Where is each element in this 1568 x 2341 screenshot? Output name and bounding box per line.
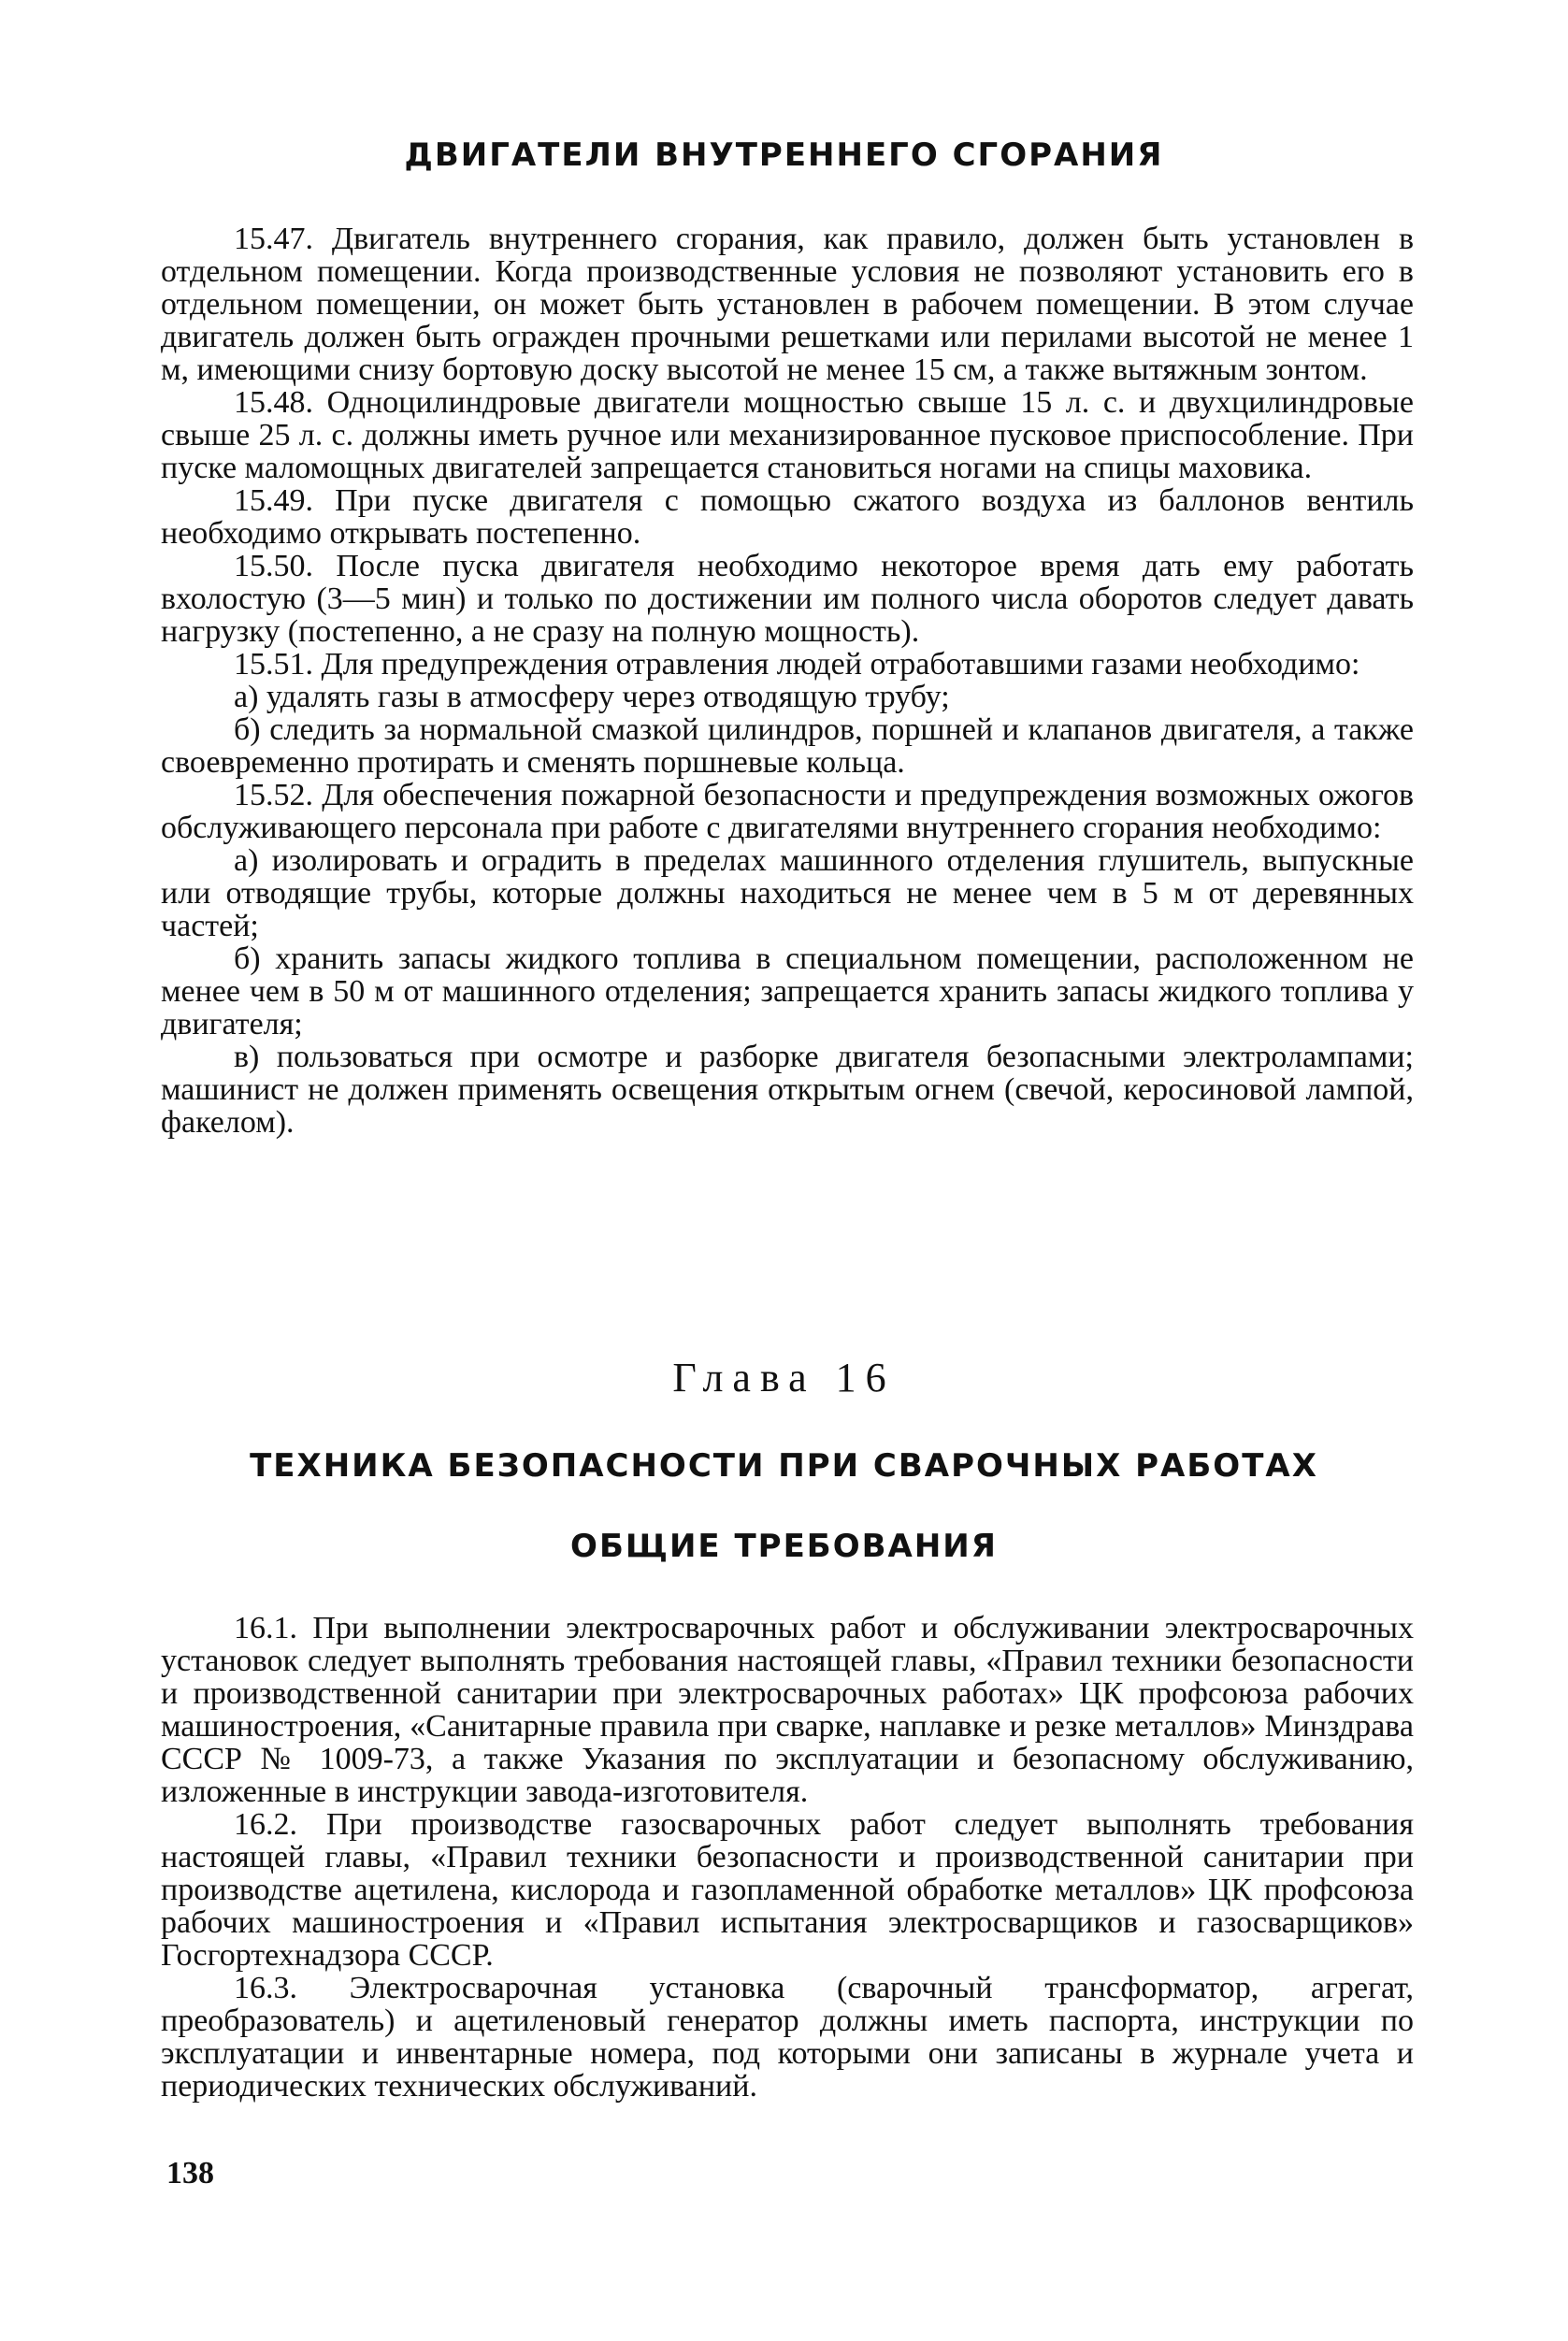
page-number: 138 [166, 2156, 214, 2190]
paragraph: 15.49. При пуске двигателя с помощью сжатого воздуха из баллонов вентиль необходимо открывать постепенно. [161, 483, 1414, 551]
text-block-engines [161, 223, 1414, 1139]
subsection-heading: ОБЩИЕ ТРЕБОВАНИЯ [570, 1528, 998, 1565]
paragraph: а) изолировать и оградить в пределах машинного отделения глушитель, выпускные или отводящие трубы, которые должны находиться не менее чем в 5 м от деревянных частей; [161, 843, 1414, 943]
paragraph: в) пользоваться при осмотре и разборке двигателя безопасными электролампами; машинист не должен применять освещения открытым огнем (свечой, керосиновой лампой, факелом). [161, 1040, 1414, 1140]
paragraph: 15.52. Для обеспечения пожарной безопасности и предупреждения возможных ожогов обслуживающего персонала при работе с двигателями внутреннего сгорания необходимо: [161, 778, 1414, 845]
paragraph: 16.3. Электросварочная установка (сварочный трансформатор, агрегат, преобразователь) и ацетиленовый генератор должны иметь паспорта, инструкции по эксплуатации и инвентарные номера, под которыми они записаны в журнале учета и периодических технических обслуживаний. [161, 1971, 1414, 2104]
paragraph: 16.1. При выполнении электросварочных работ и обслуживании электросварочных установок следует выполнять требования настоящей главы, «Правил техники безопасности и производственной санитарии при электросварочных работах» ЦК профсоюза рабочих машиностроения, «Санитарные правила при сварке, наплавке и резке металлов» Минздрава СССР № 1009-73, а также Указания по эксплуатации и безопасному обслуживанию, изложенные в инструкции завода-изготовителя. [161, 1611, 1414, 1809]
paragraph: а) удалять газы в атмосферу через отводящую трубу; [234, 680, 950, 714]
paragraph: 15.47. Двигатель внутреннего сгорания, как правило, должен быть установлен в отдельном помещении. Когда производственные условия не позволяют установить его в отдельном помещении, он может быть установлен в рабочем помещении. В этом случае двигатель должен быть огражден прочными решетками или перилами высотой не менее 1 м, имеющими снизу бортовую доску высотой не менее 15 см, а также вытяжным зонтом. [161, 222, 1414, 387]
chapter-label: Глава 16 [672, 1355, 896, 1400]
paragraph: 15.48. Одноцилиндровые двигатели мощностью свыше 15 л. с. и двухцилиндровые свыше 25 л. с. должны иметь ручное или механизированное пусковое приспособление. При пуске маломощных двигателей запрещается становиться ногами на спицы маховика. [161, 385, 1414, 485]
paragraph: 16.2. При производстве газосварочных работ следует выполнять требования настоящей главы, «Правил техники безопасности и производственной санитарии при производстве ацетилена, кислорода и газопламенной обработке металлов» ЦК профсоюза рабочих машиностроения и «Правил испытания электросварщиков и газосварщиков» Госгортехнадзора СССР. [161, 1807, 1414, 1973]
paragraph: 15.51. Для предупреждения отравления людей отработавшими газами необходимо: [234, 647, 1360, 682]
paragraph: б) хранить запасы жидкого топлива в специальном помещении, расположенном не менее чем в 50 м от машинного отделения; запрещается хранить запасы жидкого топлива у двигателя; [161, 941, 1414, 1041]
paragraph: б) следить за нормальной смазкой цилиндров, поршней и клапанов двигателя, а также своевременно протирать и сменять поршневые кольца. [161, 712, 1414, 780]
paragraph: 15.50. После пуска двигателя необходимо некоторое время дать ему работать вхолостую (3—5 мин) и только по достижении им полного числа оборотов следует давать нагрузку (постепенно, а не сразу на полную мощность). [161, 549, 1414, 649]
text-block-welding [161, 1612, 1414, 2103]
section-heading: ДВИГАТЕЛИ ВНУТРЕННЕГО СГОРАНИЯ [404, 136, 1164, 174]
chapter-title: ТЕХНИКА БЕЗОПАСНОСТИ ПРИ СВАРОЧНЫХ РАБОТАХ [250, 1447, 1318, 1485]
